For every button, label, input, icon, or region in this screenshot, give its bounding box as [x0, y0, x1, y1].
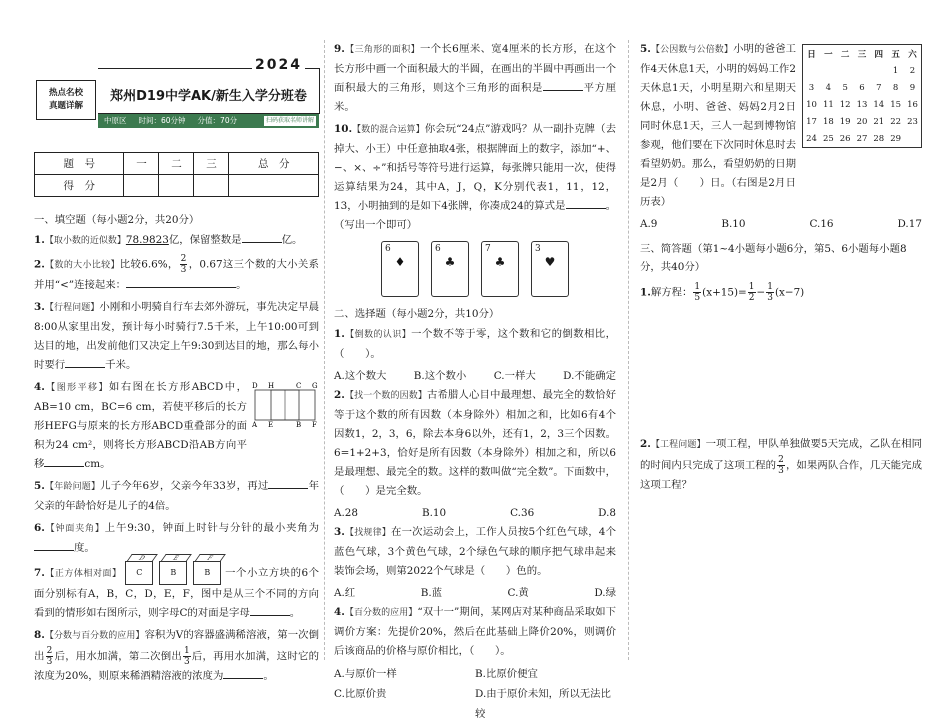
score-table: 题 号 一 二 三 总 分 得 分: [34, 152, 319, 197]
fraction: $\frac{2}{3}$: [778, 455, 784, 476]
options: [640, 215, 922, 234]
label-d: D: [252, 381, 258, 390]
answer-blank[interactable]: [250, 605, 290, 616]
choice-5-block: [640, 40, 922, 212]
options: [334, 664, 616, 724]
option[interactable]: C.黄: [507, 587, 529, 599]
option[interactable]: D.17: [897, 218, 922, 230]
question-4: D H C G A E B F 4.【图形平移】如右图在长方形ABCD中，AB=10 cm，BC=6 cm，若使平移后的长方形HEFG与原来的长方形ABCD重叠部分的面积为24 cm²，则将长方形ABCD沿AB方向平移 cm。: [34, 380, 318, 470]
option[interactable]: C.36: [510, 507, 535, 519]
answer-blank[interactable]: [268, 478, 308, 489]
choice-5: 5.【公因数与公倍数】小明的爸爸工作4天休息1天，小明的妈妈工作2天休息1天，小明星期六和星期天休息，小明、爸爸、妈妈2月2日同时休息1天，三人一起到博物馆参观，他们要在下次同时休息时去看望奶奶。那么，看望奶奶的日期是2月（ ）日。（右图是2月日历表）: [640, 43, 796, 208]
exam-title: 郑州D19中学AK/新生入学分班卷: [110, 89, 307, 104]
options: [334, 504, 616, 523]
label-a: A: [252, 420, 258, 428]
answer-blank[interactable]: [242, 232, 282, 243]
fraction: $\frac{1}{5}$: [694, 282, 701, 303]
choice-2: 2.【找一个数的因数】古希腊人心目中最理想、最完全的数恰好等于这个数的所有因数（本身除外）相加之和，比如6有4个因数1，2，3，6，除去本身6以外，还有1，2，3三个因数。6=1+2+3，恰好是所有因数（本身除外）相加之和，所以6是最理想、最完全的数。这样的数叫做“完全数”。下面数中，（ ）是完全数。: [334, 389, 616, 497]
option[interactable]: B.这个数小: [413, 370, 467, 382]
answer-blank[interactable]: [34, 540, 74, 551]
cube-view: F B: [193, 561, 221, 585]
title-box: [98, 57, 320, 114]
option[interactable]: D.绿: [594, 587, 616, 599]
score-cell[interactable]: [229, 175, 319, 197]
cube-views: [125, 554, 221, 585]
section-title: 三、简答题（第1~4小题每小题6分，第5、6小题每小题8分，共40分）: [640, 243, 907, 273]
column-divider: [628, 40, 629, 660]
option[interactable]: A.这个数大: [334, 370, 387, 382]
info-bar: 中原区 时间：60分钟 分值：70分 扫码获取名师讲解: [98, 114, 319, 128]
option[interactable]: D.不能确定: [563, 370, 616, 382]
option[interactable]: A.9: [640, 218, 658, 230]
answer-blank[interactable]: [223, 668, 263, 679]
column-1: [34, 40, 319, 689]
answer-blank[interactable]: [44, 456, 84, 467]
option[interactable]: B.比原价便宜: [475, 668, 538, 680]
options: [334, 584, 616, 603]
playing-card: 7 ♣: [481, 241, 519, 297]
option[interactable]: A.与原价一样: [334, 668, 397, 680]
question-3: 3.【行程问题】小刚和小明骑自行车去郊外游玩，事先决定早晨8:00从家里出发，预计每小时骑行7.5千米，上午10:00可到达目的地，出发前他们又决定上午9:30到达目的地，那么每小时要行 千米。: [34, 300, 319, 371]
label-b: B: [296, 420, 302, 428]
label-g: G: [312, 381, 318, 390]
playing-card: 6 ♣: [431, 241, 469, 297]
column-2: [334, 40, 616, 724]
option[interactable]: C.比原价贵: [334, 688, 387, 700]
section-title: 一、填空题（每小题2分，共20分）: [34, 214, 200, 226]
option[interactable]: A.红: [334, 587, 356, 599]
answer-blank[interactable]: [65, 357, 105, 368]
answer-blank[interactable]: [543, 80, 583, 91]
question-1: 1.【取小数的近似数】78.9823亿，保留整数是 亿。: [34, 234, 303, 246]
answer-2: 2.【工程问题】一项工程，甲队单独做要5天完成，乙队在相同的时间内只完成了这项工程的 $\frac{2}{3}$ ，如果两队合作，几天能完成这项工程？: [640, 438, 923, 491]
question-5: 5.【年龄问题】儿子今年6岁，父亲今年33岁，再过 年父亲的年龄恰好是儿子的4倍。: [34, 479, 319, 512]
option[interactable]: D.由于原价未知，所以无法比较: [475, 688, 611, 720]
choice-4: 4.【百分数的应用】“双十一”期间，某网店对某种商品采取如下调价方案：先提价20%，然后在此基础上降价20%，则调价后该商品的价格与原价相比，（ ）。: [334, 606, 616, 657]
question-6: 6.【钟面夹角】上午9:30，钟面上时针与分针的最小夹角为度。: [34, 521, 319, 554]
choice-1: 1.【倒数的认识】一个数不等于零，这个数和它的倒数相比，（ ）。: [334, 328, 616, 360]
answer-1: 1.解方程： $\frac{1}{5}$ (x+15)= $\frac{1}{2}$ − $\frac{1}{3}$ (x−7): [640, 282, 805, 303]
option[interactable]: B.蓝: [420, 587, 443, 599]
option[interactable]: B.10: [421, 507, 447, 519]
label-f: F: [312, 420, 317, 428]
february-calendar: 日 一 二 三 四 五 六 1 2 3 4 5 6 7 8 9 10 11 12 13 14 15 16 17 18 19 20 21 22 23 24 25 26 27 28 29: [802, 44, 922, 148]
question-10: 10.【数的混合运算】你会玩“24点”游戏吗？从一副扑克牌（去掉大、小王）中任意抽取4张，根据牌面上的数字，添加“+、−、×、÷”和括号等符号进行运算，每张牌只能用一次，使得运算结果为24，其中A，J，Q，K分别代表1，11，12，13，小明抽到的是如下4张牌，你凑成24的算式是 。（写出一个即可）: [334, 123, 617, 231]
playing-card: 6 ♦: [381, 241, 419, 297]
fraction: $\frac{1}{2}$: [748, 282, 755, 303]
choice-3: 3.【找规律】在一次运动会上，工作人员按5个红色气球，4个蓝色气球，3个黄色气球，2个绿色气球的顺序把气球串起来装饰会场，则第2022个气球是（ ）色的。: [334, 526, 616, 577]
school-badge: 热点名校 真题详解: [36, 80, 96, 120]
answer-blank[interactable]: [126, 277, 236, 288]
playing-card: 3 ♥: [531, 241, 569, 297]
cube-view: E B: [159, 561, 187, 585]
options: [334, 367, 616, 386]
score-cell[interactable]: [124, 175, 159, 197]
score-cell[interactable]: [194, 175, 229, 197]
question-9: 9.【三角形的面积】一个长6厘米、宽4厘米的长方形，在这个长方形中画一个面积最大的半圆，在画出的半圆中再画出一个面积最大的三角形，则这个三角形的面积是 平方厘米。: [334, 43, 616, 113]
question-7: 7.【正方体相对面】 D C E B F B 一个小立方块的6个面分别标有A，B，C，D，E，F，图中是从三个不同的方向看到的情形如右图所示，则字母C的对面是字母 。: [34, 554, 319, 619]
label-h: H: [268, 381, 275, 390]
column-3: [640, 40, 922, 498]
option[interactable]: D.8: [598, 507, 616, 519]
score-cell[interactable]: [159, 175, 194, 197]
fraction: $\frac{2}{3}$: [180, 254, 187, 275]
column-divider: [324, 40, 325, 660]
label-c: C: [296, 381, 302, 390]
rectangle-figure: [249, 380, 319, 428]
fraction: $\frac{1}{3}$: [183, 645, 190, 667]
exam-header: [34, 58, 319, 130]
option[interactable]: C.一样大: [493, 370, 536, 382]
option[interactable]: B.10: [721, 218, 746, 230]
fraction: $\frac{1}{3}$: [767, 282, 773, 303]
section-title: 二、选择题（每小题2分，共10分）: [334, 308, 500, 320]
fraction: $\frac{2}{3}$: [46, 645, 53, 667]
year-label: 2024: [252, 57, 305, 73]
question-8: 8.【分数与百分数的应用】容积为V的容器盛满稀溶液，第一次倒出 $\frac{2}{3}$ 后，用水加满，第二次倒出 $\frac{1}{3}$ 后，再用水加满，这时它的浓度为20%，则原来稀酒精溶液的浓度为 。: [34, 628, 320, 682]
option[interactable]: C.16: [809, 218, 834, 230]
answer-blank[interactable]: [566, 198, 606, 209]
option[interactable]: A.28: [334, 507, 359, 519]
label-e: E: [268, 420, 274, 428]
question-2: 2.【数的大小比较】比较6.6%， $\frac{2}{3}$ ，0.67这三个数的大小关系并用“<”连接起来： 。: [34, 254, 319, 291]
cube-view: D C: [125, 561, 153, 585]
playing-cards: [334, 241, 616, 297]
